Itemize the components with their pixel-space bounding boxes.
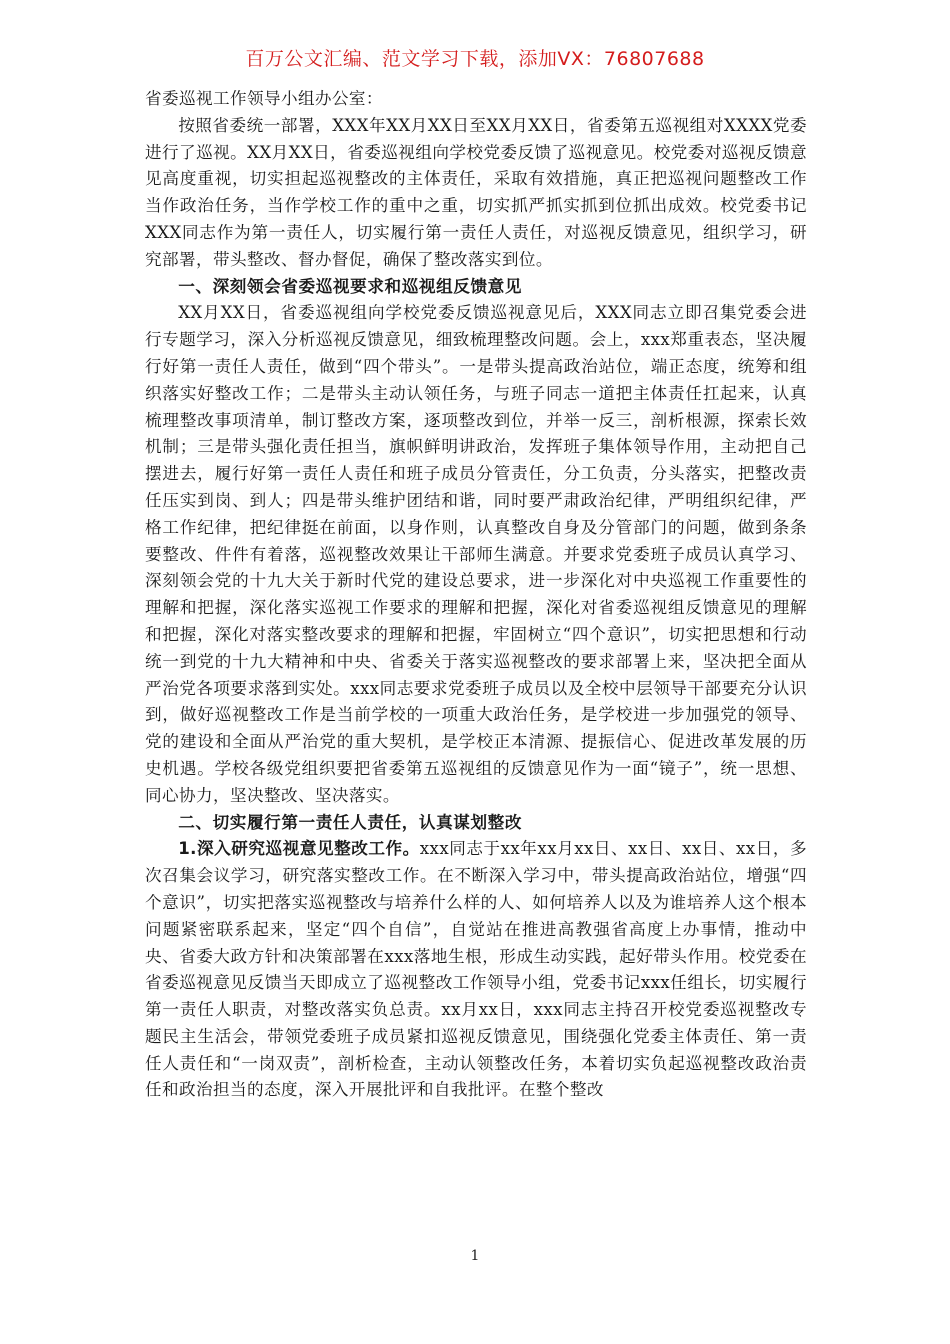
- page-number: 1: [470, 1248, 480, 1264]
- section-1-paragraph: XX月XX日，省委巡视组向学校党委反馈巡视意见后，XXX同志立即召集党委会进行专题学习，深入分析巡视反馈意见，细致梳理整改问题。会上，xxx郑重表态，坚决履行好第一责任人责任，做到“四个带头”。一是带头提高政治站位，端正态度，统筹和组织落实好整改工作；二是带头主动认领任务，与班子同志一道把主体责任扛起来，认真梳理整改事项清单，制订整改方案，逐项整改到位，并举一反三，剖析根源，探索长效机制；三是带头强化责任担当，旗帜鲜明讲政治，发挥班子集体领导作用，主动把自己摆进去，履行好第一责任人责任和班子成员分管责任，分工负责，分头落实，把整改责任压实到岗、到人；四是带头维护团结和谐，同时要严肃政治纪律，严明组织纪律，严格工作纪律，把纪律挺在前面，以身作则，认真整改自身及分管部门的问题，做到条条要整改、件件有着落，巡视整改效果让干部师生满意。并要求党委班子成员认真学习、深刻领会党的十九大关于新时代党的建设总要求，进一步深化对中央巡视工作重要性的理解和把握，深化落实巡视工作要求的理解和把握，深化对省委巡视组反馈意见的理解和把握，深化对落实整改要求的理解和把握，牢固树立“四个意识”，切实把思想和行动统一到党的十九大精神和中央、省委关于落实巡视整改的要求部署上来，坚决把全面从严治党各项要求落到实处。xxx同志要求党委班子成员以及全校中层领导干部要充分认识到，做好巡视整改工作是当前学校的一项重大政治任务，是学校进一步加强党的领导、党的建设和全面从严治党的重大契机，是学校正本清源、提振信心、促进改革发展的历史机遇。学校各级党组织要把省委第五巡视组的反馈意见作为一面“镜子”，统一思想、同心协力，坚决整改、坚决落实。: [145, 303, 807, 805]
- item-1-lead: 1.深入研究巡视意见整改工作。: [178, 839, 420, 859]
- section-2-heading: 二、切实履行第一责任人责任，认真谋划整改: [178, 812, 523, 832]
- intro-paragraph: 按照省委统一部署，XXX年XX月XX日至XX月XX日，省委第五巡视组对XXXX党委进行了巡视。XX月XX日，省委巡视组向学校党委反馈了巡视意见。校党委对巡视反馈意见高度重视，切实担起巡视整改的主体责任，采取有效措施，真正把巡视问题整改工作当作政治任务，当作学校工作的重中之重，切实抓严抓实抓到位抓出成效。校党委书记XXX同志作为第一责任人，切实履行第一责任人责任，对巡视反馈意见，组织学习，研究部署，带头整改、督办督促，确保了整改落实到位。: [145, 115, 807, 269]
- salutation: 省委巡视工作领导小组办公室：: [145, 89, 383, 108]
- document-body: [145, 86, 807, 1104]
- watermark-banner: 百万公文汇编、范文学习下载，添加VX：76807688: [245, 48, 705, 70]
- section-1-heading: 一、深刻领会省委巡视要求和巡视组反馈意见: [178, 276, 523, 296]
- section-2-item-1: [145, 836, 807, 1104]
- item-1-body: xxx同志于xx年xx月xx日、xx日、xx日、xx日，多次召集会议学习，研究落实整改工作。在不断深入学习中，带头提高政治站位，增强“四个意识”，切实把落实巡视整改与培养什么样的人、如何培养人以及为谁培养人这个根本问题紧密联系起来，坚定“四个自信”，自觉站在推进高教强省高度上办事情，推动中央、省委大政方针和决策部署在xxx落地生根，形成生动实践，起好带头作用。校党委在省委巡视意见反馈当天即成立了巡视整改工作领导小组，党委书记xxx任组长，切实履行第一责任人职责，对整改落实负总责。xx月xx日，xxx同志主持召开校党委巡视整改专题民主生活会，带领党委班子成员紧扣巡视反馈意见，围绕强化党委主体责任、第一责任人责任和“一岗双责”，剖析检查，主动认领整改任务，本着切实负起巡视整改政治责任和政治担当的态度，深入开展批评和自我批评。在整个整改: [145, 839, 807, 1100]
